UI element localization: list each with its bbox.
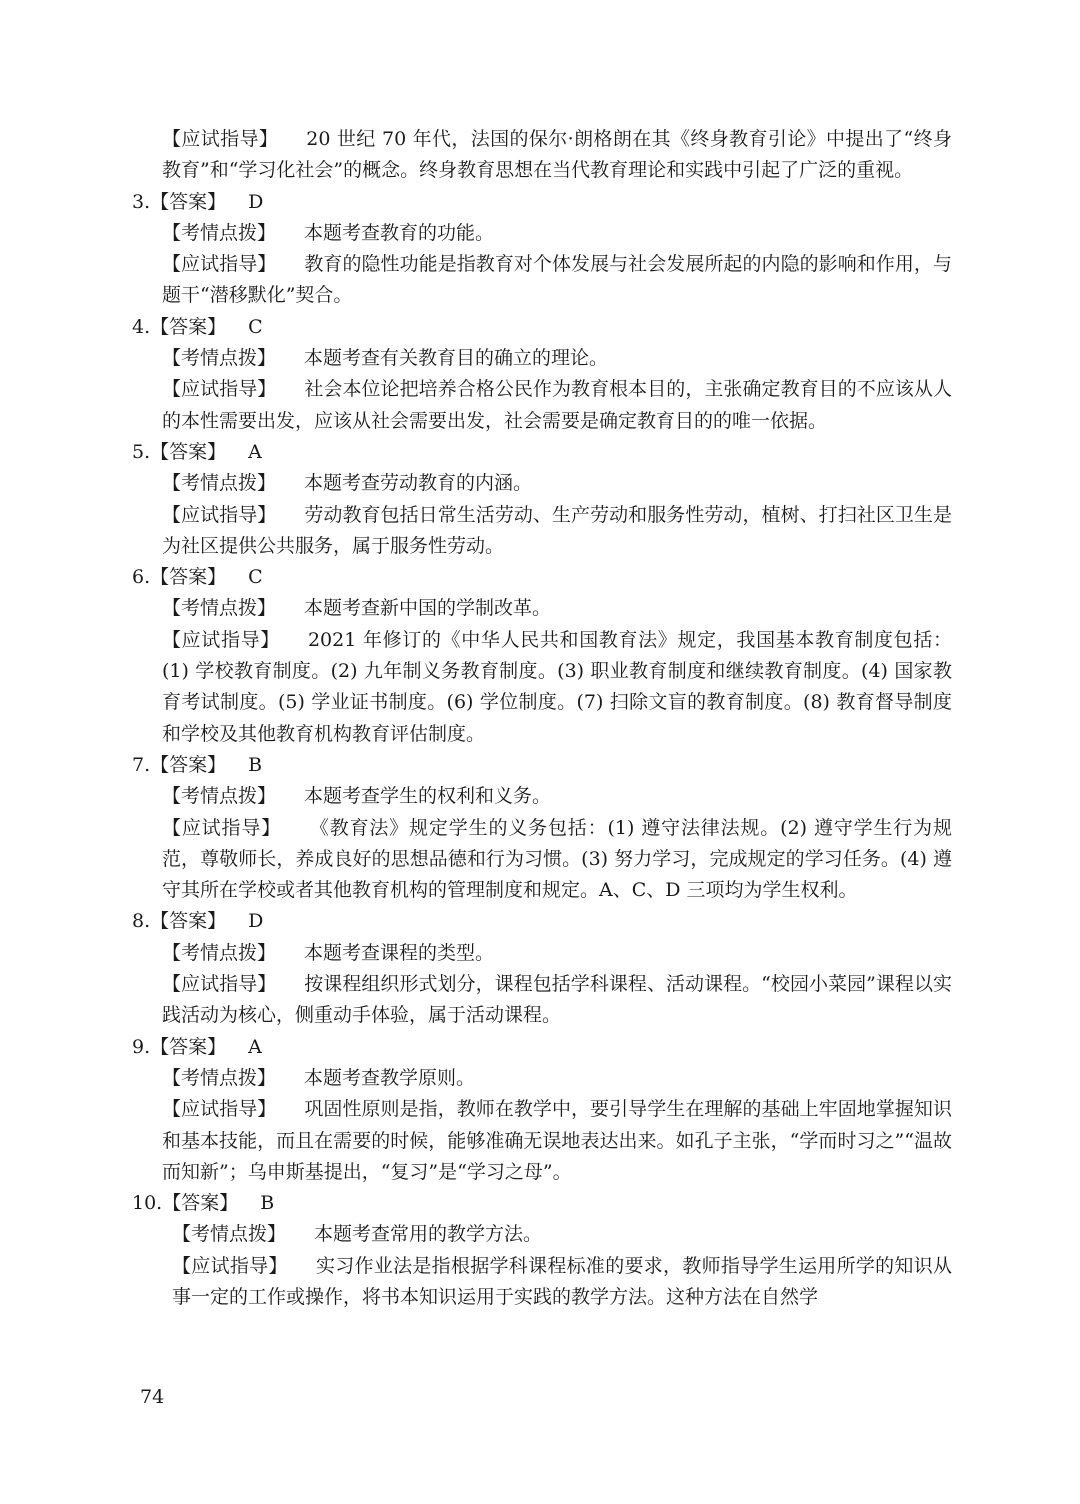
answer-item-3 (132, 187, 952, 312)
point-text: 本题考查课程的类型。 (304, 941, 495, 964)
point-text: 本题考查劳动教育的内涵。 (304, 472, 533, 495)
guide-text: 社会本位论把培养合格公民作为教育根本目的，主张确定教育目的不应该从人的本性需要出发，应该从社会需要出发，社会需要是确定教育目的的唯一依据。 (162, 378, 952, 432)
guide-text: 《教育法》规定学生的义务包括：(1) 遵守法律法规。(2) 遵守学生行为规范，尊敬师长，养成良好的思想品德和行为习惯。(3) 努力学习，完成规定的学习任务。(4) 遵守其所在学校或者其他教育机构的管理制度和规定。A、C、D 三项均为学生权利。 (162, 816, 952, 902)
guide-text: 按课程组织形式划分，课程包括学科课程、活动课程。“校园小菜园”课程以实践活动为核心，侧重动手体验，属于活动课程。 (162, 973, 952, 1027)
answer-label: 【答案】 (162, 1192, 239, 1215)
item-number: 3. (132, 190, 151, 213)
answer-line (132, 906, 952, 937)
guide-label: 【应试指导】 (162, 128, 279, 150)
point-text: 本题考查教育的功能。 (304, 221, 495, 244)
guide-paragraph (132, 374, 952, 437)
item-number: 10. (132, 1192, 163, 1215)
point-label: 【考情点拨】 (162, 597, 277, 620)
guide-text: 实习作业法是指根据学科课程标准的要求，教师指导学生运用所学的知识从事一定的工作或操作，将书本知识运用于实践的教学方法。这种方法在自然学 (172, 1254, 952, 1308)
guide-text: 劳动教育包括日常生活劳动、生产劳动和服务性劳动，植树、打扫社区卫生是为社区提供公共服务，属于服务性劳动。 (162, 503, 952, 557)
point-text: 本题考查新中国的学制改革。 (304, 597, 552, 620)
guide-label: 【应试指导】 (162, 628, 280, 651)
point-line (132, 468, 952, 499)
answer-line (132, 187, 952, 218)
answer-label: 【答案】 (150, 440, 227, 463)
item-number: 6. (132, 566, 151, 589)
answer-item-6 (132, 562, 952, 750)
answer-item-7 (132, 750, 952, 906)
guide-paragraph (132, 813, 952, 907)
answer-value: A (248, 440, 262, 463)
point-line (132, 593, 952, 624)
guide-label: 【应试指导】 (162, 503, 277, 526)
point-text: 本题考查学生的权利和义务。 (304, 785, 552, 808)
item-number: 8. (132, 910, 151, 933)
answer-value: B (260, 1192, 275, 1215)
item-number: 5. (132, 440, 151, 463)
answer-label: 【答案】 (150, 315, 227, 338)
point-label: 【考情点拨】 (162, 221, 277, 244)
answer-item-5 (132, 437, 952, 562)
answer-explanations (132, 124, 952, 1313)
answer-line (132, 312, 952, 343)
point-text: 本题考查常用的教学方法。 (314, 1223, 543, 1246)
guide-text: 巩固性原则是指，教师在教学中，要引导学生在理解的基础上牢固地掌握知识和基本技能，而且在需要的时候，能够准确无误地表达出来。如孔子主张，“学而时习之”“温故而知新”；乌申斯基提出，“复习”是“学习之母”。 (162, 1098, 952, 1183)
answer-value: C (248, 315, 263, 338)
guide-text: 教育的隐性功能是指教育对个体发展与社会发展所起的内隐的影响和作用，与题干“潜移默化”契合。 (162, 253, 952, 307)
guide-label: 【应试指导】 (162, 253, 277, 276)
answer-value: D (248, 910, 264, 933)
guide-label: 【应试指导】 (162, 378, 277, 401)
answer-value: B (248, 753, 263, 776)
guide-paragraph (132, 1251, 952, 1314)
point-label: 【考情点拨】 (162, 1066, 277, 1089)
guide-label: 【应试指导】 (172, 1254, 288, 1277)
answer-item-10 (132, 1188, 952, 1313)
guide-label: 【应试指导】 (162, 1098, 277, 1121)
guide-paragraph (132, 625, 952, 750)
answer-label: 【答案】 (150, 1035, 227, 1058)
guide-text: 20 世纪 70 年代，法国的保尔·朗格朗在其《终身教育引论》中提出了“终身教育”和“学习化社会”的概念。终身教育思想在当代教育理论和实践中引起了广泛的重视。 (162, 128, 952, 182)
answer-label: 【答案】 (150, 910, 227, 933)
point-text: 本题考查有关教育目的确立的理论。 (304, 347, 609, 370)
point-text: 本题考查教学原则。 (304, 1066, 476, 1089)
guide-paragraph (132, 969, 952, 1032)
point-line (132, 781, 952, 812)
answer-label: 【答案】 (150, 566, 227, 589)
point-line (132, 1063, 952, 1094)
answer-item-9 (132, 1032, 952, 1188)
point-line (132, 938, 952, 969)
answer-line (132, 750, 952, 781)
guide-label: 【应试指导】 (162, 973, 277, 996)
item-number: 4. (132, 315, 151, 338)
guide-label: 【应试指导】 (162, 816, 282, 839)
answer-line (132, 437, 952, 468)
page-number: 74 (140, 1386, 165, 1408)
guide-paragraph (132, 500, 952, 563)
answer-value: D (248, 190, 264, 213)
answer-item-8 (132, 906, 952, 1031)
point-label: 【考情点拨】 (162, 347, 277, 370)
answer-value: C (248, 566, 263, 589)
guide-paragraph (132, 249, 952, 312)
point-label: 【考情点拨】 (172, 1223, 287, 1246)
point-line (132, 218, 952, 249)
answer-label: 【答案】 (150, 190, 227, 213)
point-label: 【考情点拨】 (162, 785, 277, 808)
point-label: 【考情点拨】 (162, 941, 277, 964)
item-number: 9. (132, 1035, 151, 1058)
answer-value: A (248, 1035, 262, 1058)
answer-line (132, 1032, 952, 1063)
point-label: 【考情点拨】 (162, 472, 277, 495)
intro-guide (132, 124, 952, 187)
answer-label: 【答案】 (150, 753, 227, 776)
guide-paragraph (132, 1094, 952, 1188)
item-number: 7. (132, 753, 151, 776)
answer-line (132, 562, 952, 593)
answer-line (132, 1188, 952, 1219)
answer-item-4 (132, 312, 952, 437)
point-line (132, 1219, 952, 1250)
guide-text: 2021 年修订的《中华人民共和国教育法》规定，我国基本教育制度包括：(1) 学校教育制度。(2) 九年制义务教育制度。(3) 职业教育制度和继续教育制度。(4) 国家教育考试制度。(5) 学业证书制度。(6) 学位制度。(7) 扫除文盲的教育制度。(8) 教育督导制度和学校及其他教育机构教育评估制度。 (162, 628, 952, 745)
point-line (132, 343, 952, 374)
